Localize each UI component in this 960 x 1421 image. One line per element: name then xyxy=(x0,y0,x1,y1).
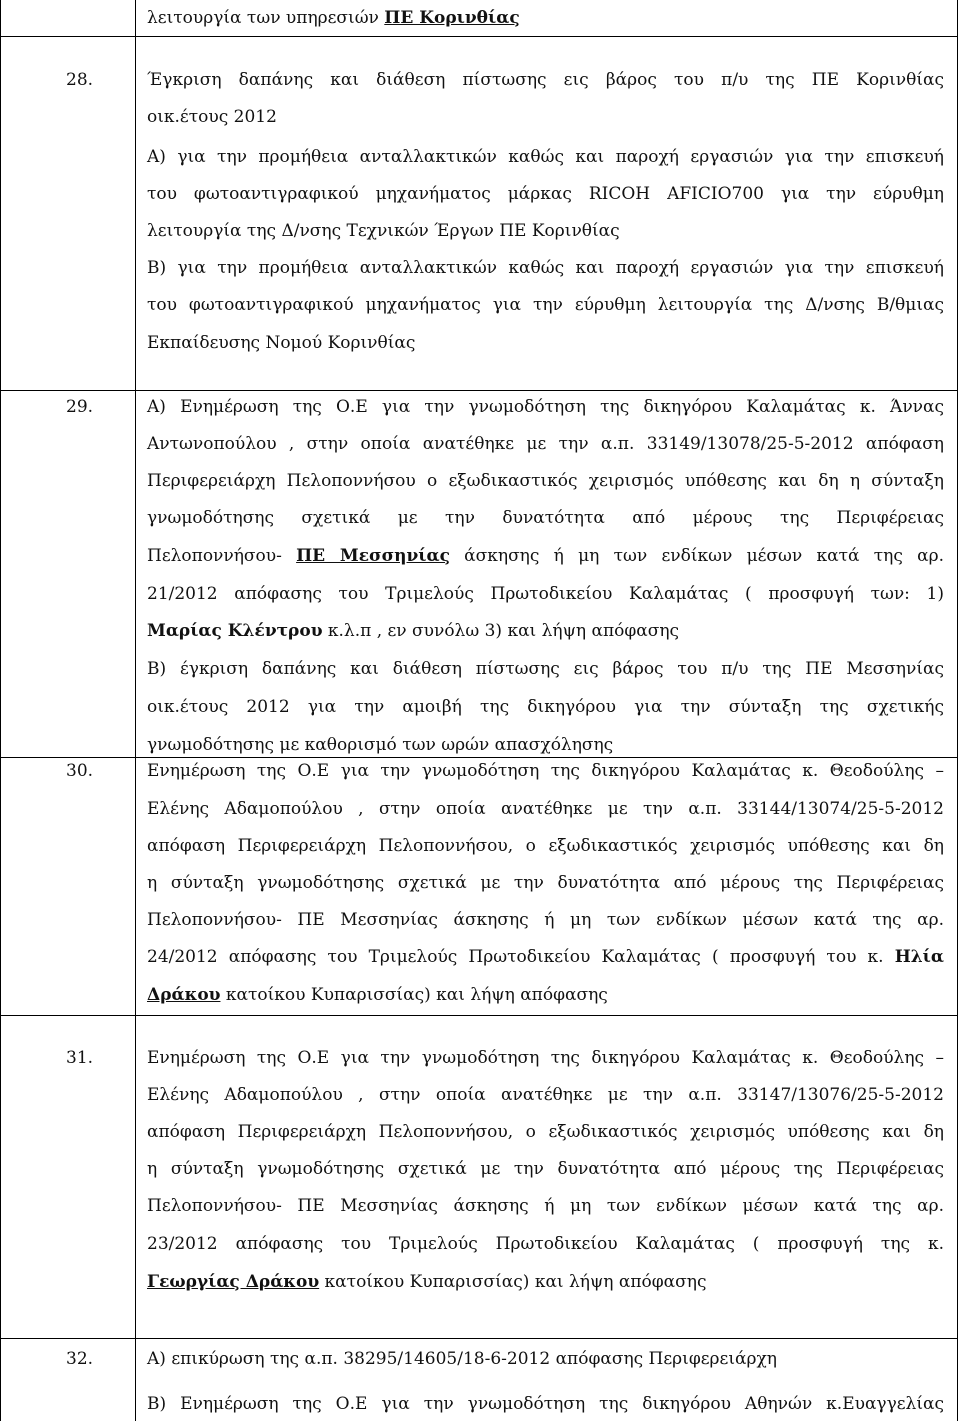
item-31-line: Πελοποννήσου- ΠΕ Μεσσηνίας άσκησης ή μη των ενδίκων μέσων κατά της αρ. xyxy=(147,1196,944,1216)
text: κ.λ.π , εν συνόλω 3) και λήψη απόφασης xyxy=(322,621,680,641)
item-31-line xyxy=(147,1272,944,1292)
row-divider xyxy=(0,36,958,37)
item-29-line: γνωμοδότησης με καθορισμό των ωρών απασχόλησης xyxy=(147,735,614,755)
text-bold: Ηλία xyxy=(894,947,944,967)
text: λειτουργία των υπηρεσιών xyxy=(147,8,385,28)
item-29-line: οικ.έτους 2012 για την αμοιβή της δικηγόρου για την σύνταξη της σχετικής xyxy=(147,697,944,717)
text: κατοίκου Κυπαρισσίας) και λήψη απόφασης xyxy=(220,985,608,1005)
table-left-border xyxy=(0,0,1,1421)
item-32-line: Α) επικύρωση της α.π. 38295/14605/18-6-2012 απόφασης Περιφερειάρχη xyxy=(147,1349,777,1369)
item-31-line: η σύνταξη γνωμοδότησης σχετικά με την δυνατότητα από μέρους της Περιφέρειας xyxy=(147,1159,944,1179)
text-underlined: ΠΕ Κορινθίας xyxy=(384,8,520,28)
row-divider xyxy=(0,1338,958,1339)
item-31-line: 23/2012 απόφασης του Τριμελούς Πρωτοδικείου Καλαμάτας ( προσφυγή της κ. xyxy=(147,1234,944,1254)
row-divider xyxy=(0,1015,958,1016)
item-30-line xyxy=(147,985,944,1005)
item-32-line: Β) Ενημέρωση της Ο.Ε για την γνωμοδότηση της δικηγόρου Αθηνών κ.Ευαγγελίας xyxy=(147,1394,944,1414)
item-29-line: Αντωνοπούλου , στην οποία ανατέθηκε με την α.π. 33149/13078/25-5-2012 απόφαση xyxy=(147,434,944,454)
text-bold-underlined: Δράκου xyxy=(147,985,221,1005)
item-30-line: απόφαση Περιφερειάρχη Πελοποννήσου, ο εξωδικαστικός χειρισμός υπόθεσης και δη xyxy=(147,836,944,856)
table-column-divider xyxy=(135,0,136,1421)
item-number-28: 28. xyxy=(66,70,94,90)
item-30-line: η σύνταξη γνωμοδότησης σχετικά με την δυνατότητα από μέρους της Περιφέρειας xyxy=(147,873,944,893)
row-divider xyxy=(0,757,958,758)
item-29-line: Περιφερειάρχη Πελοποννήσου ο εξωδικαστικός χειρισμός υπόθεσης και δη η σύνταξη xyxy=(147,471,944,491)
item-31-line: Ενημέρωση της Ο.Ε για την γνωμοδότηση της δικηγόρου Καλαμάτας κ. Θεοδούλης – xyxy=(147,1048,944,1068)
text: κατοίκου Κυπαρισσίας) και λήψη απόφασης xyxy=(319,1272,707,1292)
item-29-line: 21/2012 απόφασης του Τριμελούς Πρωτοδικείου Καλαμάτας ( προσφυγή των: 1) xyxy=(147,584,944,604)
item-number-31: 31. xyxy=(66,1048,94,1068)
item-31-line: απόφαση Περιφερειάρχη Πελοποννήσου, ο εξωδικαστικός χειρισμός υπόθεσης και δη xyxy=(147,1122,944,1142)
text: Πελοποννήσου- xyxy=(147,546,297,566)
item-28-line: Β) για την προμήθεια ανταλλακτικών καθώς και παροχή εργασιών για την επισκευή xyxy=(147,258,944,278)
item-28-line: Έγκριση δαπάνης και διάθεση πίστωσης εις βάρος του π/υ της ΠΕ Κορινθίας xyxy=(147,70,944,90)
text: 24/2012 απόφασης του Τριμελούς Πρωτοδικείου Καλαμάτας ( προσφυγή του κ. xyxy=(147,947,895,967)
item-30-line xyxy=(147,947,944,967)
item-number-30: 30. xyxy=(66,761,94,781)
text-bold: Μαρίας Κλέντρου xyxy=(147,621,323,641)
text-underlined: ΠΕ Μεσσηνίας xyxy=(296,546,450,566)
item-29-line xyxy=(147,621,944,641)
text-bold-underlined: Γεωργίας Δράκου xyxy=(147,1272,320,1292)
item-29-line: γνωμοδότησης σχετικά με την δυνατότητα από μέρους της Περιφέρειας xyxy=(147,508,944,528)
item-28-line: του φωτοαντιγραφικού μηχανήματος για την εύρυθμη λειτουργία της Δ/νσης Β/θμιας xyxy=(147,295,944,315)
item-28-line: λειτουργία της Δ/νσης Τεχνικών Έργων ΠΕ Κορινθίας xyxy=(147,221,620,241)
item-30-line: Πελοποννήσου- ΠΕ Μεσσηνίας άσκησης ή μη των ενδίκων μέσων κατά της αρ. xyxy=(147,910,944,930)
item-29-line: Β) έγκριση δαπάνης και διάθεση πίστωσης εις βάρος του π/υ της ΠΕ Μεσσηνίας xyxy=(147,659,944,679)
row-27-tail xyxy=(147,8,944,28)
item-28-line: του φωτοαντιγραφικού μηχανήματος μάρκας RICOH AFICIO700 για την εύρυθμη xyxy=(147,184,944,204)
row-divider xyxy=(0,390,958,391)
item-28-line: οικ.έτους 2012 xyxy=(147,107,277,127)
item-29-line xyxy=(147,546,944,566)
item-number-32: 32. xyxy=(66,1349,94,1369)
item-28-line: Εκπαίδευσης Νομού Κορινθίας xyxy=(147,333,416,353)
item-28-line: Α) για την προμήθεια ανταλλακτικών καθώς και παροχή εργασιών για την επισκευή xyxy=(147,147,944,167)
table-right-border xyxy=(957,0,958,1421)
text: άσκησης ή μη των ενδίκων μέσων κατά της αρ. xyxy=(449,546,945,566)
item-29-line: Α) Ενημέρωση της Ο.Ε για την γνωμοδότηση της δικηγόρου Καλαμάτας κ. Άννας xyxy=(147,397,944,417)
item-31-line: Ελένης Αδαμοπούλου , στην οποία ανατέθηκε με την α.π. 33147/13076/25-5-2012 xyxy=(147,1085,944,1105)
item-30-line: Ελένης Αδαμοπούλου , στην οποία ανατέθηκε με την α.π. 33144/13074/25-5-2012 xyxy=(147,799,944,819)
item-30-line: Ενημέρωση της Ο.Ε για την γνωμοδότηση της δικηγόρου Καλαμάτας κ. Θεοδούλης – xyxy=(147,761,944,781)
item-number-29: 29. xyxy=(66,397,94,417)
